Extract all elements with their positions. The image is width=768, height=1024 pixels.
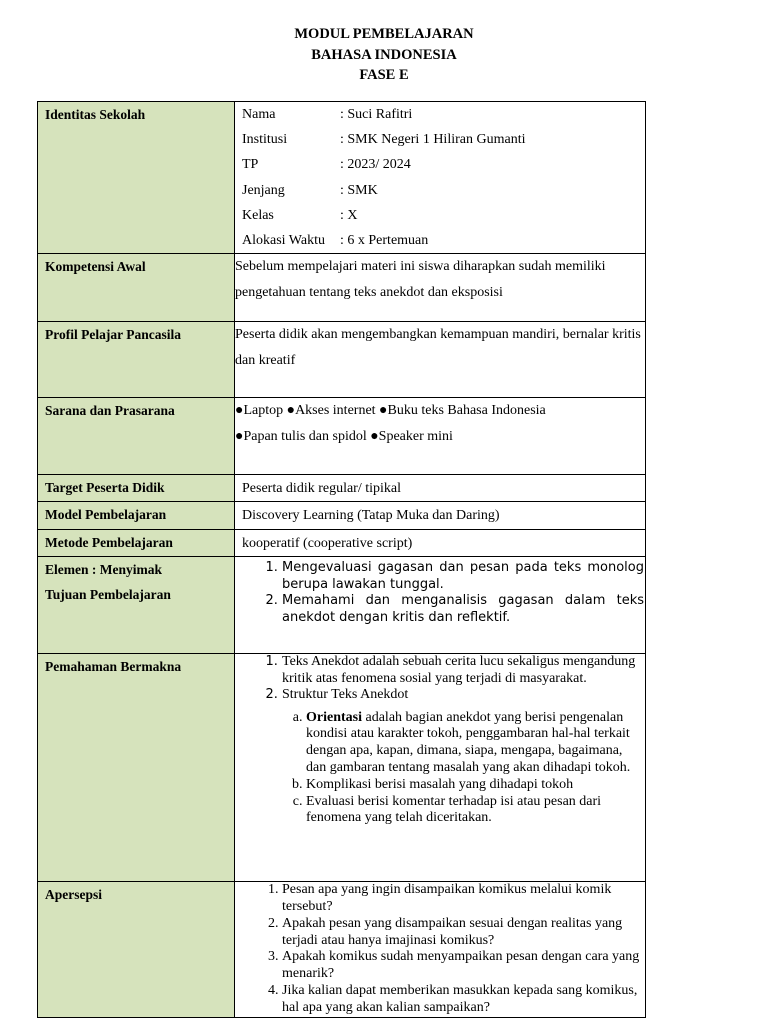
label-model: Model Pembelajaran	[38, 502, 235, 530]
list-item: 1. Pesan apa yang ingin disampaikan komikus melalui komik tersebut?	[282, 882, 645, 916]
ident-row-jenjang: Jenjang : SMK	[242, 182, 378, 198]
row-metode	[38, 530, 646, 557]
list-item: 2. Memahami dan menganalisis gagasan dalam teks anekdot dengan kritis dan reflektif.	[282, 593, 645, 626]
tujuan-list	[235, 560, 645, 626]
row-kompetensi	[38, 254, 646, 322]
row-model	[38, 502, 646, 530]
label-target: Target Peserta Didik	[38, 475, 235, 502]
row-apersepsi	[38, 882, 646, 1017]
row-elemen	[38, 557, 646, 654]
sarana-line-2: ●Papan tulis dan spidol ●Speaker mini	[235, 428, 453, 444]
label-elemen-menyimak: Elemen : Menyimak	[45, 562, 162, 578]
label-tujuan: Tujuan Pembelajaran	[45, 587, 171, 603]
ident-row-tp: TP : 2023/ 2024	[242, 157, 411, 173]
list-item: 1. Teks Anekdot adalah sebuah cerita lucu sekaligus mengandung kritik atas fenomena sosial yang terjadi di masyarakat.	[282, 654, 645, 687]
label-identitas: Identitas Sekolah	[38, 102, 235, 254]
ident-row-nama: Nama : Suci Rafitri	[242, 107, 413, 122]
list-item: 1. Mengevaluasi gagasan dan pesan pada teks monolog berupa lawakan tunggal.	[282, 560, 645, 593]
pemahaman-list	[235, 654, 645, 827]
list-item: 2. Apakah pesan yang disampaikan sesuai dengan realitas yang terjadi atau hanya imajinasi komikus?	[282, 916, 645, 950]
sublist-item: b. Komplikasi berisi masalah yang dihadapi tokoh	[306, 777, 644, 794]
profil-text: Peserta didik akan mengembangkan kemampuan mandiri, bernalar kritis dan kreatif	[235, 327, 641, 368]
title-line-3: FASE E	[359, 67, 409, 83]
ident-row-kelas: Kelas : X	[242, 207, 358, 223]
sublist-item: a. Orientasi adalah bagian anekdot yang berisi pengenalan kondisi atau karakter tokoh, penggambaran hal-hal terkait dengan apa, kapan, dimana, siapa, mengapa, bagaimana, dan gambaran tentang masalah yang akan dihadapi tokoh.	[306, 710, 644, 777]
module-table	[37, 101, 646, 1018]
model-text: Discovery Learning (Tatap Muka dan Daring)	[242, 508, 500, 524]
row-sarana	[38, 398, 646, 475]
apersepsi-list	[235, 882, 645, 1016]
sublist-item: c. Evaluasi berisi komentar terhadap isi atau pesan dari fenomena yang telah diceritakan.	[306, 794, 644, 828]
row-identitas	[38, 102, 646, 254]
sarana-line-1: ●Laptop ●Akses internet ●Buku teks Bahasa Indonesia	[235, 403, 546, 419]
label-sarana: Sarana dan Prasarana	[38, 398, 235, 475]
ident-row-alokasi: Alokasi Waktu : 6 x Pertemuan	[242, 232, 429, 248]
ident-row-institusi: Institusi : SMK Negeri 1 Hiliran Gumanti	[242, 132, 526, 148]
target-text: Peserta didik regular/ tipikal	[242, 481, 402, 497]
label-profil: Profil Pelajar Pancasila	[38, 322, 235, 398]
kompetensi-text: Sebelum mempelajari materi ini siswa diharapkan sudah memiliki pengetahuan tentang teks anekdot dan eksposisi	[235, 259, 606, 300]
struktur-sublist	[282, 710, 644, 828]
title-line-1: MODUL PEMBELAJARAN	[294, 26, 474, 42]
list-item: 3. Apakah komikus sudah menyampaikan pesan dengan cara yang menarik?	[282, 949, 645, 983]
row-target	[38, 475, 646, 502]
label-apersepsi: Apersepsi	[38, 882, 235, 1017]
document-title	[0, 24, 768, 86]
row-profil	[38, 322, 646, 398]
title-line-2: BAHASA INDONESIA	[311, 46, 457, 63]
metode-text: kooperatif (cooperative script)	[242, 536, 413, 552]
label-elemen	[38, 557, 235, 654]
list-item: 2. Struktur Teks Anekdot a. Orientasi adalah bagian anekdot yang berisi pengenalan kondisi atau karakter tokoh, penggambaran hal-hal terkait dengan apa, kapan, dimana, siapa, mengapa, bagaimana, dan gambaran tentang masalah yang akan dihadapi tokoh. b. Komplikasi berisi masalah yang dihadapi tokoh c. Evaluasi berisi komentar terhadap isi atau pesan dari fenomena yang telah diceritakan.	[282, 687, 645, 827]
label-metode: Metode Pembelajaran	[38, 530, 235, 557]
list-item: 4. Jika kalian dapat memberikan masukkan kepada sang komikus, hal apa yang akan kalian sampaikan?	[282, 983, 645, 1017]
label-kompetensi: Kompetensi Awal	[38, 254, 235, 322]
label-pemahaman: Pemahaman Bermakna	[38, 654, 235, 882]
row-pemahaman	[38, 654, 646, 882]
identitas-values	[235, 102, 646, 254]
